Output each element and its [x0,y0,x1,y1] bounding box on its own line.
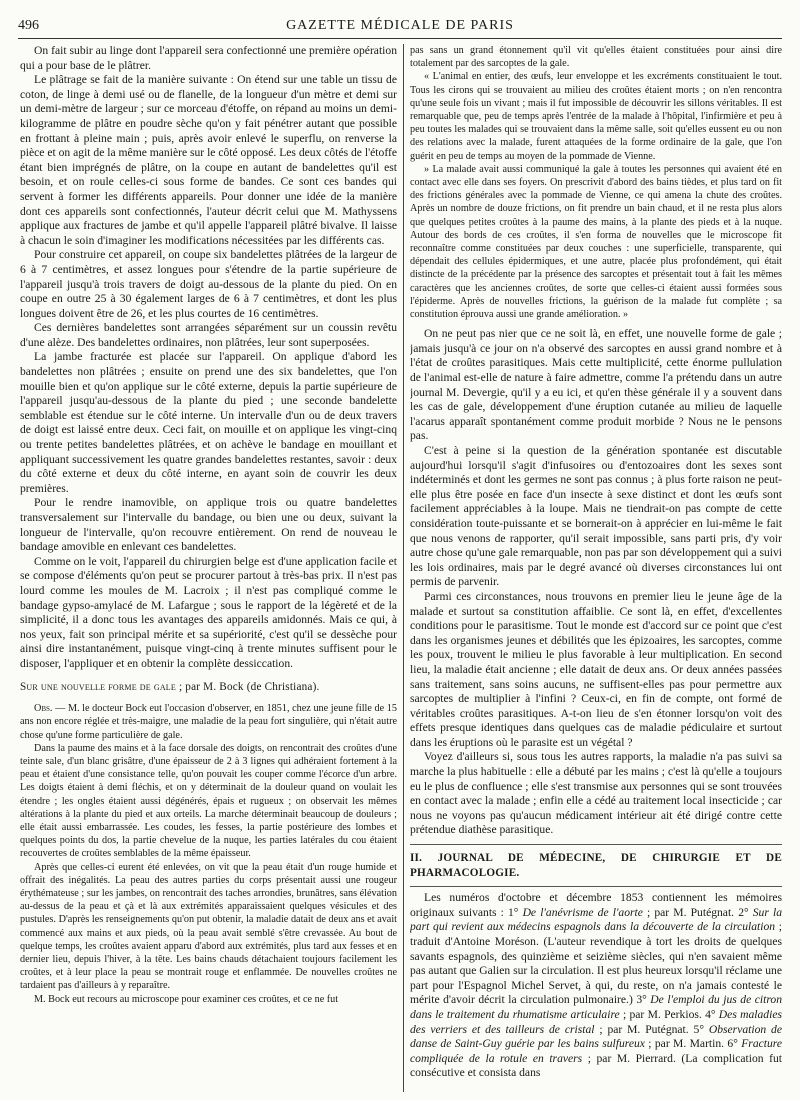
section-heading: II. JOURNAL DE MÉDECINE, DE CHIRURGIE ET DE PHARMACOLOGIE. [410,852,782,879]
article-heading-author: ; par M. Bock (de Christiana). [175,680,320,693]
paragraph: Après que celles-ci eurent été enlevées, on vit que la peau était d'un rouge humide et offrait des inégalités. La peau des autres parties du corps présentait aussi une rougeur érythémateuse ; sur les jambes, on rencontrait des taches arrondies, brunâtres, sans élévation au-dessus de la peau et çà et là aux extrémités apparaissaient quelques vésicules et des pustules. D'après les renseignements qu'on put obtenir, la maladie datait de deux ans et avait commencé aux mains et aux pieds, où la peau avait semblé s'être crevassée. Au bout de quelque temps, les croûtes avaient apparu d'abord aux extrémités, plus tard aux fesses et en dernier lieu, depuis l'hiver, à la tête. Les bains chauds détachaient toujours facilement les croûtes, et à leur place la peau se montrait rouge et enflammée. De nouvelles croûtes ne tardaient pas d'ailleurs à y reparaître. [20,861,397,992]
quotation-block [410,44,782,321]
paragraph: Ces dernières bandelettes sont arrangées séparément sur un coussin revêtu d'une alèze. Des bandelettes ordinaires, non plâtrées, leur sont superposées. [20,321,397,349]
right-column [410,44,782,1094]
memoir-title: Observation de danse de Saint-Guy guérie par les bains sulfureux [410,1022,782,1051]
paragraph: pas sans un grand étonnement qu'il vit qu'elles étaient constituées pour ainsi dire totalement par des sarcoptes de la gale. [410,45,782,70]
memoir-title: Sur la part qui revient aux médecins espagnols dans la découverte de la circulation [410,905,782,934]
journal-title: GAZETTE MÉDICALE DE PARIS [286,18,514,33]
memoir-title: De l'anévrisme de l'aorte [522,905,643,919]
article-heading-title: Sur une nouvelle forme de gale [20,680,176,693]
section-rule [410,844,782,845]
memoir-title: De l'emploi du jus de citron dans le traitement du rhumatisme articulaire [410,993,782,1021]
memoir-title: Des maladies des verriers et des tailleurs de cristal [410,1007,782,1036]
paragraph: Comme on le voit, l'appareil du chirurgien belge est d'une application facile et se compose d'éléments qu'on peut se procurer partout à très-bas prix. Il n'est pas lourd comme les moules de M. Lacroix ; il n'est pas compliqué comme le bandage gypso-amylacé de M. Lafargue ; sous le rapport de la légèreté et de la simplicité, il a donc tous les avantages des appareils amidonnés. Mais ce qui, à nos yeux, fait son principal mérite et sa supériorité, c'est qu'il se dessèche pour ainsi dire instantanément, puisque vingt-cinq à trente minutes suffisent pour le disposer, l'appliquer et en obtenir la complète dessiccation. [20,554,397,670]
paragraph: Pour le rendre inamovible, on applique trois ou quatre bandelettes transversalement sur l'intervalle du bandage, ou bien une ou deux, suivant la longueur de l'intervalle, qu'on recouvre entièrement. On rend de nouveau le bandage amovible en enlevant ces bandelettes. [20,496,397,554]
paragraph: Dans la paume des mains et à la face dorsale des doigts, on rencontrait des croûtes d'une teinte sale, d'un blanc grisâtre, d'une épaisseur de 2 à 3 lignes qui adhéraient fortement à la peau et étaient d'une consistance telle, qu'on pouvait les couper comme l'écorce d'un arbre. Les doigts étaient à demi fléchis, et on y déterminait de la douleur quand on voulait les étendre ; les ongles étaient aussi dégénérés, épais et rugueux ; on observait les mêmes altérations à la plante du pied et aux orteils. La marche déterminait beaucoup de douleurs ; elle était aussi embarrassée. Les coudes, les fesses, la partie postérieure des lombes et quelques points du dos, la partie chevelue de la nuque, les parties latérales du cou étaient recouvertes de croûtes semblables de la même épaisseur. [20,742,397,860]
paragraph: Voyez d'ailleurs si, sous tous les autres rapports, la maladie n'a pas suivi sa marche la plus habituelle : elle a débuté par les mains ; c'est là qu'elle a toujours eu le plus de confluence ; elle s'est transmise aux personnes qui se sont trouvées en contact avec la malade ; enfin elle a cédé au traitement local insecticide ; car nous ne voyons pas qu'aucun médicament intérieur ait été dirigé contre cette prétendue diathèse parasitique. [410,750,782,837]
observation-text: — M. le docteur Bock eut l'occasion d'observer, en 1851, chez une jeune fille de 15 ans non encore réglée et très-maigre, une maladie de la peau fort singulière, qui n'était autre chose qu'une forme particulière de gale. [20,703,397,741]
paragraph: On ne peut pas nier que ce ne soit là, en effet, une nouvelle forme de gale ; jamais jusqu'à ce jour on n'a observé des sarcoptes en aussi grand nombre et à l'état de croûtes parasitiques. Mais cette multiplicité, cette énorme pullulation de l'animal est-elle de nature à faire admettre, comme l'a prétendu dans un autre journal M. Devergie, qu'il y a eu ici, et qu'en thèse générale il y a souvent dans les cas de gale, développement d'une éruption cutanée au milieu de laquelle l'acarus apparaît spontanément comme produit morbide ? Nous ne le pensons pas. [410,327,782,443]
observation-block [20,702,397,1006]
paragraph: M. Bock eut recours au microscope pour examiner ces croûtes, et ce ne fut [34,993,339,1005]
page-header [18,14,782,39]
memoir-title: Fracture compliquée de la rotule en travers [410,1037,782,1065]
observation-label: Obs. [34,703,53,715]
paragraph: Les numéros d'octobre et décembre 1853 contiennent les mémoires originaux suivants : 1° De l'anévrisme de l'aorte ; par M. Putégnat. 2° Sur la part qui revient aux médecins espagnols dans la découverte de la circulation ; traduit d'Antoine Moréson. (L'auteur revendique à tort les droits de quelques savants espagnols, des quinzième et seizième siècles, qui n'en savaient même pas autant que Galien sur la circulation. Il est plus heureux lorsqu'il réclame une part pour l'Espagnol Michel Servet, à qui, du reste, on n'a jamais contesté le mérite d'avoir décrit la circulation pulmonaire.) 3° De l'emploi du jus de citron dans le traitement du rhumatisme articulaire ; par M. Perkios. 4° Des maladies des verriers et des tailleurs de cristal ; par M. Putégnat. 5° Observation de danse de Saint-Guy guérie par les bains sulfureux ; par M. Martin. 6° Fracture compliquée de la rotule en travers ; par M. Pierrard. (La complication fut consécutive et consista dans [410,891,782,1080]
paragraph: On fait subir au linge dont l'appareil sera confectionné une première opération qui a pour base de le plâtrer. [20,44,397,72]
paragraph: Pour construire cet appareil, on coupe six bandelettes plâtrées de la largeur de 6 à 7 centimètres, et assez longues pour s'étendre de la partie supérieure de l'appareil jusqu'à trois travers de doigt au-dessous de la plante du pied. On en coupe en outre 25 à 30 également larges de 6 à 7 centimètres, et dont les plus longues doivent être de 26, et les plus courtes de 16 centimètres. [20,248,397,320]
paragraph: La jambe fracturée est placée sur l'appareil. On applique d'abord les bandelettes non plâtrées ; ensuite on prend une des six bandelettes, que l'on mouille bien et qu'on applique sur le côté externe, depuis la partie supérieure de l'appareil jusqu'au-dessous de la plante du pied ; une seconde bandelette semblable est étendue sur le côté interne. Un intervalle d'un ou de deux travers de doigt est laissé entre deux. Ceci fait, on mouille et on applique les vingt-cinq ou trente petites bandelettes plâtrées, et on achève le bandage en mouillant et appliquant successivement les quatre grandes bandelettes restantes, savoir : deux du côté externe et deux du côté interne, en ayant soin de couvrir les deux premières. [20,350,397,495]
paragraph: Le plâtrage se fait de la manière suivante : On étend sur une table un tissu de coton, de linge à demi usé ou de flanelle, de la longueur d'un mètre et demi sur un demi-mètre de largeur ; sur ce morceau d'étoffe, on répand au moins un demi-kilogramme de plâtre en poudre sèche qu'on y fait pénétrer autant que possible en frottant à pleine main ; puis, après avoir enlevé le superflu, on renverse la pièce et on agit de la même manière sur le côté opposé. Les deux côtés de l'étoffe étant bien imprégnés de plâtre, on la coupe en autant de bandelettes qu'il est besoin, et on roule celles-ci sous forme de bandes. Ce sont ces bandes qui servent à former les différents appareils. Pour donner une idée de la manière dont ces appareils sont confectionnés, l'auteur décrit celui que M. Mathyssens applique aux fractures de jambe et qu'il appelle l'appareil plâtré bivalve. Il laisse à chacun le soin d'imaginer les modifications nécessitées par les différents cas. [20,73,397,247]
column-divider [403,44,404,1092]
paragraph: « L'animal en entier, des œufs, leur enveloppe et les excréments constituaient le tout. Tous les cirons qui se trouvaient au milieu des croûtes étaient morts ; on n'en rencontra qu'une seule fois un vivant ; mais il fut impossible de découvrir les sillons véritables. Il est remarquable que, peu de temps après l'entrée de la malade à l'hôpital, l'infirmière et peu à peu toutes les malades qui se trouvaient dans la même salle, soit qu'elles eussent eu ou non des relations avec la malade, furent attaquées de la forme ordinaire de la gale, que l'on guérit en peu de temps au moyen de la pommade de Vienne. [410,71,782,162]
left-column [20,44,397,1094]
page-number: 496 [18,18,39,33]
paragraph: » La malade avait aussi communiqué la gale à toutes les personnes qui avaient été en contact avec elle dans ses foyers. On prescrivit d'abord des bains tièdes, et plus tard on fit des frictions générales avec la pommade de Vienne, ce qui amena la chute des croûtes. Après un nombre de douze frictions, on fit prendre un bain chaud, et il ne resta plus alors que quelques petites croûtes à la paume des mains, à la plante des pieds et à la nuque. Autour des bords de ces croûtes, il s'en forma de nouvelles que le microscope fit reconnaître comme constituées par deux couches : une superficielle, transparente, qui dépendait des cellules épidermiques, et une autre, placée plus profondément, qui était distincte de la précédente par la présence des sarcoptes et présentait tout à fait les mêmes caractères que les anciennes croûtes, de sorte que celles-ci étaient aussi formées sous l'épiderme. Après de nouvelles frictions, la guérison de la malade fut complète ; sa constitution éprouva aussi une grande amélioration. » [410,163,782,321]
paragraph: C'est à peine si la question de la génération spontanée est discutable aujourd'hui lorsqu'il s'agit d'infusoires ou d'entozoaires dont les sexes sont indéterminés et dont les germes ne sont pas connus ; à plus forte raison ne peut-elle plus être posée en face d'un insecte à sexe distinct et dont les œufs sont facilement appréciables à la loupe. Mais ne tiendrait-on pas compte de cette considération toute-puissante et se bornerait-on à apprécier en lui-même le fait que nous venons de rapporter, qu'il serait impossible, sans parti pris, d'y voir autre chose qu'une gale remarquable, non pas par son développement qui a suivi les lois ordinaires, mais par le degré avancé où diverses circonstances lui ont permis de parvenir. [410,444,782,589]
section-rule [410,886,782,887]
article-heading [20,680,397,695]
paragraph: Parmi ces circonstances, nous trouvons en premier lieu le jeune âge de la malade et surtout sa constitution affaiblie. Ce sont là, en effet, d'excellentes conditions pour le parasitisme. Tout le monde est d'accord sur ce point que c'est dans les organismes jeunes et débilités que les épizoaires, les sarcoptes, comme les poux, trouvent le milieu le plus favorable à leur multiplication. En second lieu, la maladie était ancienne ; elle datait de deux ans. Or deux années passées sans traitement, sans soins aucuns, ne suffisent-elles pas pour permettre aux sarcoptes de multiplier à l'infini ? Ceux-ci, en fin de compte, ont formé de véritables croûtes parasitiques. A-t-on lieu de s'en étonner lorsqu'on voit des effets presque identiques dans quelques cas de maladie pédiculaire et surtout dans les éruptions où le parasite est un végétal ? [410,589,782,749]
